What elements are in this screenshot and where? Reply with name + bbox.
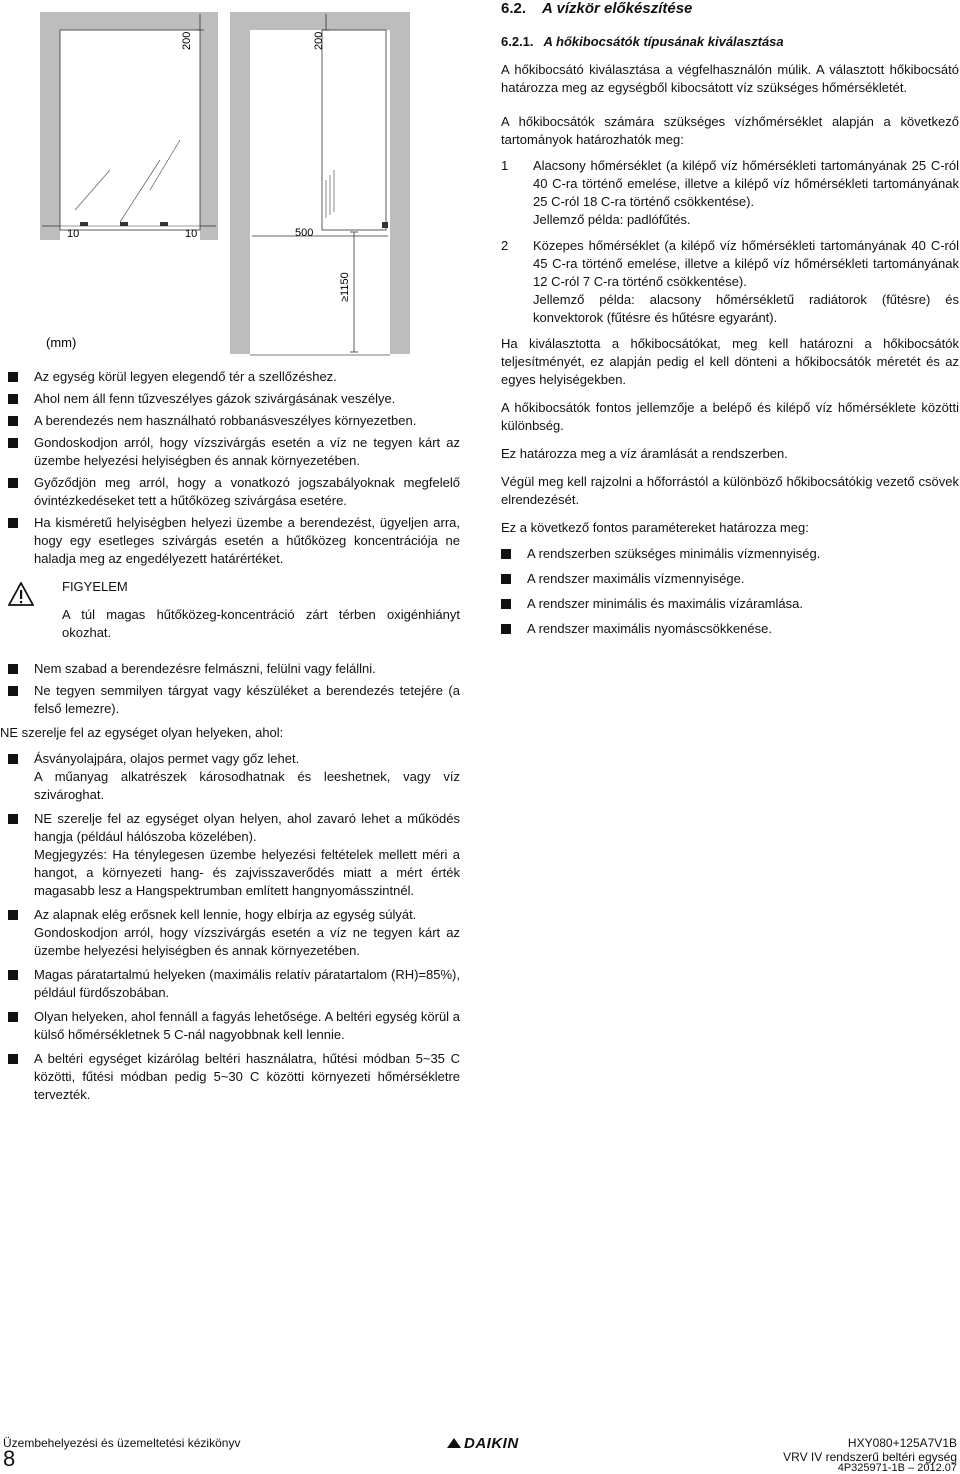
paragraph: Ez határozza meg a víz áramlását a rendszerben. [501,446,788,461]
dim-top-right: 200 [313,31,325,50]
list-item: Ha kisméretű helyiségben helyezi üzembe a berendezést, ügyeljen arra, hogy egy esetleges szivárgás esetén a hűtőközeg koncentrációja ne haladja meg az engedélyezett határértéket. [8,514,460,568]
warning-title: FIGYELEM [62,579,128,594]
footer-model: HXY080+125A7V1B [847,1436,957,1450]
list-item [8,906,460,960]
dim-height: ≥1150 [339,272,351,302]
item-example: Jellemző példa: alacsony hőmérsékletű radiátorok (fűtésre) és konvektorok (fűtésre és hűtésre egyaránt). [533,292,959,325]
warning-icon [8,582,34,606]
brand-logo: DAIKIN [447,1435,519,1452]
dim-front: 500 [295,227,314,239]
list-item: Magas páratartalmú helyeken (maximális relatív páratartalom (RH)=85%), például fürdőszobában. [8,966,460,1002]
item-number: 2 [501,238,509,253]
list-item: A rendszer maximális vízmennyisége. [501,570,959,588]
subsection-title: A hőkibocsátók típusának kiválasztása [543,34,784,49]
item-text: Közepes hőmérséklet (a kilépő víz hőmérsékleti tartományának 40 C-ról 45 C-ra történő emelése, illetve a kilépő víz hőmérsékleti tartományának 12 C-ról 7 C-ra történő csökkentése). [533,238,959,289]
list-item [8,750,460,804]
page-number: 8 [3,1446,16,1471]
dim-side-b: 10 [185,228,198,240]
list-item-main: Ásványolajpára, olajos permet vagy gőz lehet. [34,751,300,766]
installation-clearance-diagram [0,0,470,362]
list-item: A berendezés nem használható robbanásveszélyes környezetben. [8,412,460,430]
list-item: A rendszer minimális és maximális vízáramlása. [501,595,959,613]
footer-product: VRV IV rendszerű beltéri egység [783,1450,957,1464]
ne-intro: NE szerelje fel az egységet olyan helyeken, ahol: [0,725,284,740]
item-example: Jellemző példa: padlófűtés. [533,212,691,227]
list-item: Ne tegyen semmilyen tárgyat vagy készüléket a berendezés tetejére (a felső lemezre). [8,682,460,718]
warning-text: A túl magas hűtőközeg-koncentráció zárt térben oxigénhiányt okozhat. [62,607,460,640]
list-item: Ahol nem áll fenn tűzveszélyes gázok szivárgásának veszélye. [8,390,460,408]
left-column [0,368,460,1108]
paragraph: Végül meg kell rajzolni a hőforrástól a különböző hőkibocsátókig vezető csövek elrendezését. [501,474,959,507]
item-number: 1 [501,158,509,173]
warning-box [8,578,460,642]
list-item: A beltéri egységet kizárólag beltéri használatra, hűtési módban 5~35 C közötti, fűtési módban pedig 5~30 C közötti környezeti hőmérsékletre tervezték. [8,1050,460,1104]
section-heading [501,0,959,18]
top-view-drawing [40,12,218,240]
subsection-number: 6.2.1. [501,34,534,49]
footer-manual-title: Üzembehelyezési és üzemeltetési kézikönyv [3,1436,241,1450]
paragraph: Ha kiválasztotta a hőkibocsátókat, meg kell határozni a hőkibocsátók teljesítményét, ez alapján pedig el kell dönteni a hőkibocsátók méretét és az egyes helyiségekben. [501,336,959,387]
dim-side-a: 10 [67,228,80,240]
numbered-item [501,237,959,327]
subsection-heading [501,33,959,51]
paragraph: A hőkibocsátó kiválasztása a végfelhasználón múlik. A választott hőkibocsátó határozza meg az egységből kibocsátott víz szükséges hőmérsékletét. [501,62,959,95]
paragraph: A hőkibocsátók fontos jellemzője a belépő és kilépő víz hőmérséklete közötti különbség. [501,400,959,433]
list-item-extra: Megjegyzés: Ha ténylegesen üzembe helyezési feltételek mellett méri a hangot, a környezeti hang- és zajvisszaverődés miatt a mért érték magasabb lesz a Hangspektrumban említett hangnyomásszintnél. [34,847,460,898]
list-item [8,810,460,900]
list-item: Az egység körül legyen elegendő tér a szellőzéshez. [8,368,460,386]
dim-top-left: 200 [181,31,193,50]
numbered-item [501,157,959,229]
side-view-drawing [230,12,410,356]
section-title: A vízkör előkészítése [542,0,693,17]
right-column [501,0,959,645]
list-item-main: NE szerelje fel az egységet olyan helyen, ahol zavaró lehet a működés hangja (például hálószoba közelében). [34,811,460,844]
item-text: Alacsony hőmérséklet (a kilépő víz hőmérsékleti tartományának 25 C-ról 40 C-ra történő emelése, illetve a kilépő víz hőmérsékleti tartományának 25 C-ról 18 C-ra történő csökkentése). [533,158,959,209]
list-item: Gondoskodjon arról, hogy vízszivárgás esetén a víz ne tegyen kárt az üzembe helyezési helyiségben és annak környezetében. [8,434,460,470]
list-item: Nem szabad a berendezésre felmászni, felülni vagy felállni. [8,660,460,678]
unit-label: (mm) [46,335,77,350]
list-item: A rendszerben szükséges minimális vízmennyiség. [501,545,959,563]
list-item: Győződjön meg arról, hogy a vonatkozó jogszabályoknak megfelelő óvintézkedéseket tett a hűtőközeg szivárgása esetére. [8,474,460,510]
list-item: A rendszer maximális nyomáscsökkenése. [501,620,959,638]
paragraph: A hőkibocsátók számára szükséges vízhőmérséklet alapján a következő tartományok határozhatók meg: [501,114,959,147]
paragraph: Ez a következő fontos paramétereket határozza meg: [501,520,809,535]
footer-doc-code: 4P325971-1B – 2012.07 [837,1462,957,1474]
list-item-main: Az alapnak elég erősnek kell lennie, hogy elbírja az egység súlyát. [34,907,417,922]
list-item-extra: Gondoskodjon arról, hogy vízszivárgás esetén a víz ne tegyen kárt az üzembe helyezési helyiségben és annak környezetében. [34,925,460,958]
list-item: Olyan helyeken, ahol fennáll a fagyás lehetősége. A beltéri egység körül a külső hőmérsékletnek 5 C-nál nagyobbnak kell lennie. [8,1008,460,1044]
section-number: 6.2. [501,0,527,17]
list-item-extra: A műanyag alkatrészek károsodhatnak és leeshetnek, vagy víz szivároghat. [34,769,460,802]
